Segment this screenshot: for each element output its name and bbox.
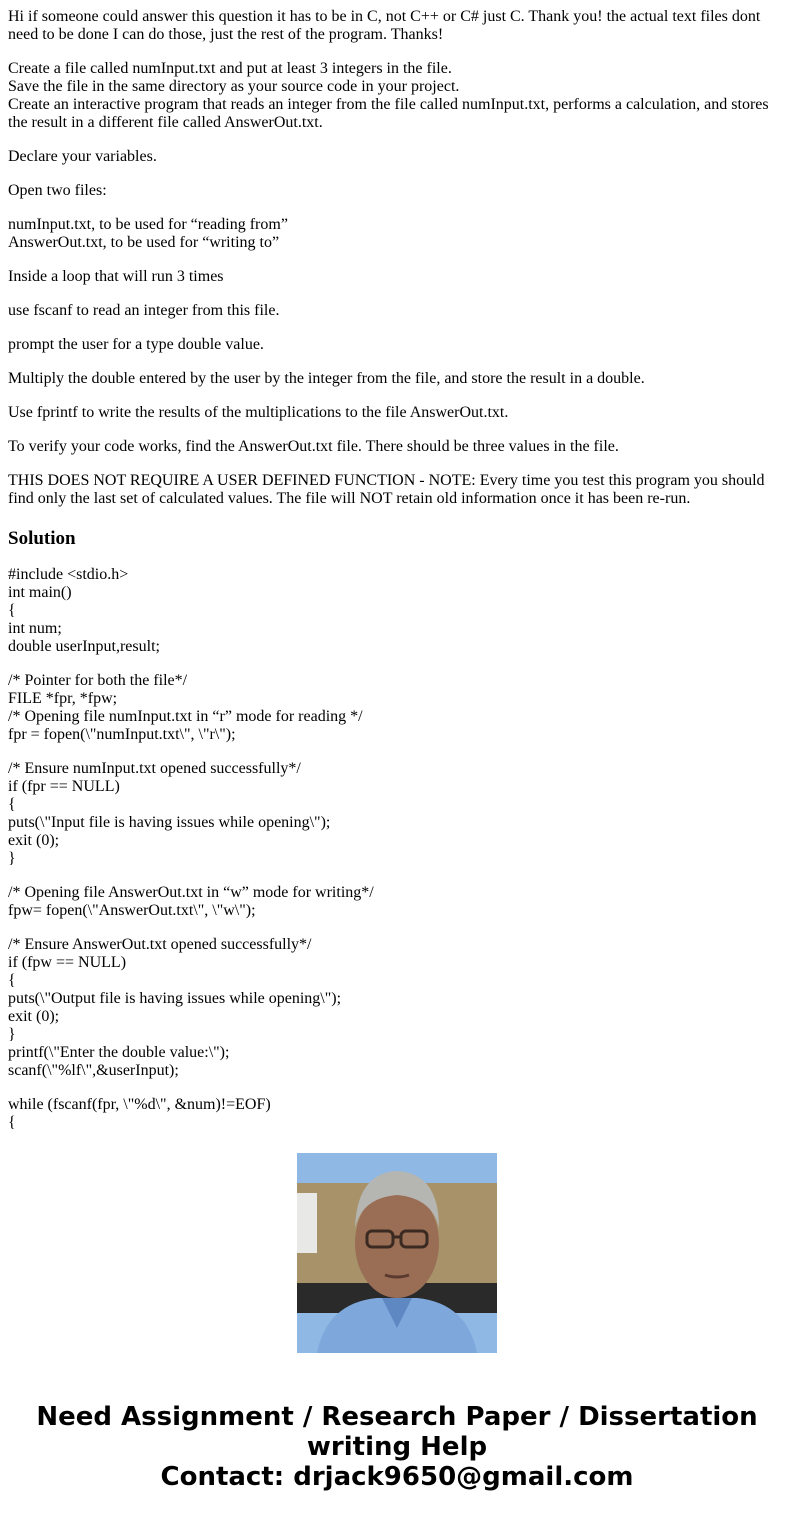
step-verify: To verify your code works, find the AnswerOut.txt file. There should be three values in the file. (8, 438, 619, 455)
promo-line-1: Need Assignment / Research Paper / Dissertation (36, 1402, 758, 1432)
code-block-check-output (8, 936, 784, 1080)
code-line: { (8, 796, 16, 813)
file-output: AnswerOut.txt, to be used for “writing to” (8, 234, 280, 251)
step-save-file: Save the file in the same directory as your source code in your project. (8, 78, 460, 95)
question-intro: Hi if someone could answer this question it has to be in C, not C++ or C# just C. Thank you! the actual text files dont need to be done I can do those, just the rest of the program. Thanks! (8, 8, 761, 43)
code-line: } (8, 850, 16, 867)
code-line: /* Ensure AnswerOut.txt opened successfully*/ (8, 936, 312, 953)
promo-line-2: writing Help (306, 1432, 488, 1462)
code-line: /* Opening file AnswerOut.txt in “w” mode for writing*/ (8, 884, 374, 901)
code-line: while (fscanf(fpr, \"%d\", &num)!=EOF) (8, 1096, 271, 1113)
step-declare: Declare your variables. (8, 148, 157, 165)
code-block-includes (8, 566, 784, 656)
code-line: FILE *fpr, *fpw; (8, 690, 118, 707)
code-line: scanf(\"%lf\",&userInput); (8, 1062, 179, 1079)
step-create-program: Create an interactive program that reads an integer from the file called numInput.txt, performs a calculation, and stores the result in a different file called AnswerOut.txt. (8, 96, 769, 131)
code-line: #include <stdio.h> (8, 566, 129, 583)
step-create-file: Create a file called numInput.txt and put at least 3 integers in the file. (8, 60, 452, 77)
code-line: { (8, 602, 16, 619)
step-multiply: Multiply the double entered by the user by the integer from the file, and store the result in a double. (8, 370, 645, 387)
code-line: /* Opening file numInput.txt in “r” mode for reading */ (8, 708, 363, 725)
question-body (8, 8, 784, 568)
code-line: { (8, 972, 16, 989)
code-line: if (fpw == NULL) (8, 954, 127, 971)
code-line: fpw= fopen(\"AnswerOut.txt\", \"w\"); (8, 902, 256, 919)
step-fprintf: Use fprintf to write the results of the multiplications to the file AnswerOut.txt. (8, 404, 509, 421)
file-list (8, 216, 784, 252)
code-line: /* Pointer for both the file*/ (8, 672, 188, 689)
code-line: exit (0); (8, 832, 60, 849)
code-line: exit (0); (8, 1008, 60, 1025)
solution-code-scroll-area[interactable] (8, 566, 784, 1131)
solution-heading: Solution (8, 528, 76, 549)
code-line: puts(\"Input file is having issues while opening\"); (8, 814, 331, 831)
file-input: numInput.txt, to be used for “reading from” (8, 216, 288, 233)
code-line: puts(\"Output file is having issues while opening\"); (8, 990, 342, 1007)
step-loop: Inside a loop that will run 3 times (8, 268, 224, 285)
person-portrait-icon (297, 1153, 497, 1353)
code-line: } (8, 1026, 16, 1043)
code-line: if (fpr == NULL) (8, 778, 120, 795)
code-block-open-input (8, 672, 784, 744)
code-line: { (8, 1114, 16, 1131)
code-line: printf(\"Enter the double value:\"); (8, 1044, 230, 1061)
code-line: int main() (8, 584, 72, 601)
code-line: fpr = fopen(\"numInput.txt\", \"r\"); (8, 726, 236, 743)
question-note: THIS DOES NOT REQUIRE A USER DEFINED FUNCTION - NOTE: Every time you test this program you should find only the last set of calculated values. The file will NOT retain old information once it has been re-run. (8, 472, 765, 507)
author-avatar-photo (297, 1153, 497, 1353)
code-line: /* Ensure numInput.txt opened successfully*/ (8, 760, 301, 777)
code-line: int num; (8, 620, 62, 637)
step-fscanf: use fscanf to read an integer from this file. (8, 302, 280, 319)
code-block-check-input (8, 760, 784, 868)
code-block-open-output (8, 884, 784, 920)
promo-contact-email: Contact: drjack9650@gmail.com (160, 1462, 634, 1492)
step-open-files: Open two files: (8, 182, 107, 199)
promo-banner (0, 1402, 794, 1492)
code-line: double userInput,result; (8, 638, 160, 655)
question-steps (8, 60, 784, 132)
code-block-loop (8, 1096, 784, 1132)
step-prompt: prompt the user for a type double value. (8, 336, 264, 353)
